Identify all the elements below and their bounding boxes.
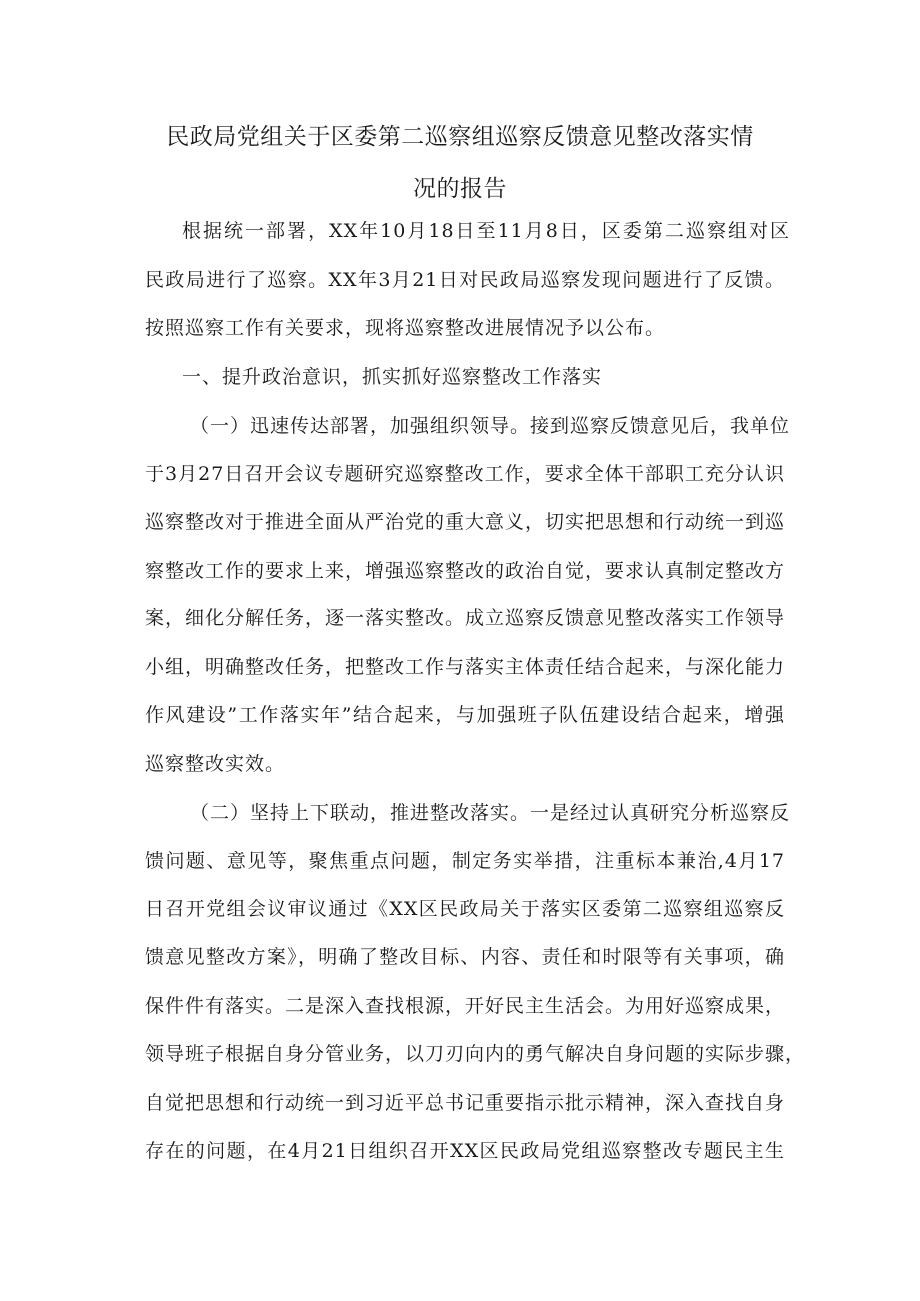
paragraph-3-line-4: 馈意见整改方案》，明确了整改目标、内容、责任和时限等有关事项，确	[145, 946, 785, 968]
paragraph-3-line-2: 馈问题、意见等，聚焦重点问题，制定务实举措，注重标本兼治,4月17	[145, 850, 785, 872]
paragraph-3-line-8: 存在的问题，在4月21日组织召开XX区民政局党组巡察整改专题民主生	[145, 1140, 785, 1162]
paragraph-1-line-3: 按照巡察工作有关要求，现将巡察整改进展情况予以公布。	[145, 317, 666, 339]
paragraph-3-line-7: 自觉把思想和行动统一到习近平总书记重要指示批示精神，深入查找自身	[145, 1092, 786, 1114]
paragraph-3-line-6: 领导班子根据自身分管业务，以刀刃向内的勇气解决自身问题的实际步骤，	[145, 1043, 806, 1065]
paragraph-3-line-1: （二）坚持上下联动，推进整改落实。一是经过认真研究分析巡察反	[190, 802, 791, 824]
paragraph-3-line-3: 日召开党组会议审议通过《XX区民政局关于落实区委第二巡察组巡察反	[145, 898, 785, 920]
paragraph-2-line-4: 察整改工作的要求上来，增强巡察整改的政治自觉，要求认真制定整改方	[145, 560, 786, 582]
section-heading-1: 一、提升政治意识，抓实抓好巡察整改工作落实	[182, 366, 603, 388]
paragraph-2-line-8: 巡察整改实效。	[145, 753, 286, 775]
paragraph-2-line-3: 巡察整改对于推进全面从严治党的重大意义，切实把思想和行动统一到巡	[145, 511, 786, 533]
paragraph-1-line-1: 根据统一部署，XX年10月18日至11月8日，区委第二巡察组对区	[182, 220, 790, 242]
paragraph-1-line-2: 民政局进行了巡察。XX年3月21日对民政局巡察发现问题进行了反馈。	[145, 269, 785, 291]
paragraph-3-line-5: 保件件有落实。二是深入查找根源，开好民主生活会。为用好巡察成果，	[145, 995, 786, 1017]
paragraph-2-line-5: 案，细化分解任务，逐一落实整改。成立巡察反馈意见整改落实工作领导	[145, 607, 786, 629]
document-title-line-1: 民政局党组关于区委第二巡察组巡察反馈意见整改落实情	[166, 124, 754, 150]
paragraph-2-line-7: 作风建设”工作落实年”结合起来，与加强班子队伍建设结合起来，增强	[145, 704, 785, 726]
paragraph-2-line-6: 小组，明确整改任务，把整改工作与落实主体责任结合起来，与深化能力	[145, 656, 786, 678]
document-title-line-2: 况的报告	[413, 176, 507, 202]
paragraph-2-line-2: 于3月27日召开会议专题研究巡察整改工作，要求全体干部职工充分认识	[145, 463, 785, 485]
paragraph-2-line-1: （一）迅速传达部署，加强组织领导。接到巡察反馈意见后，我单位	[190, 415, 791, 437]
